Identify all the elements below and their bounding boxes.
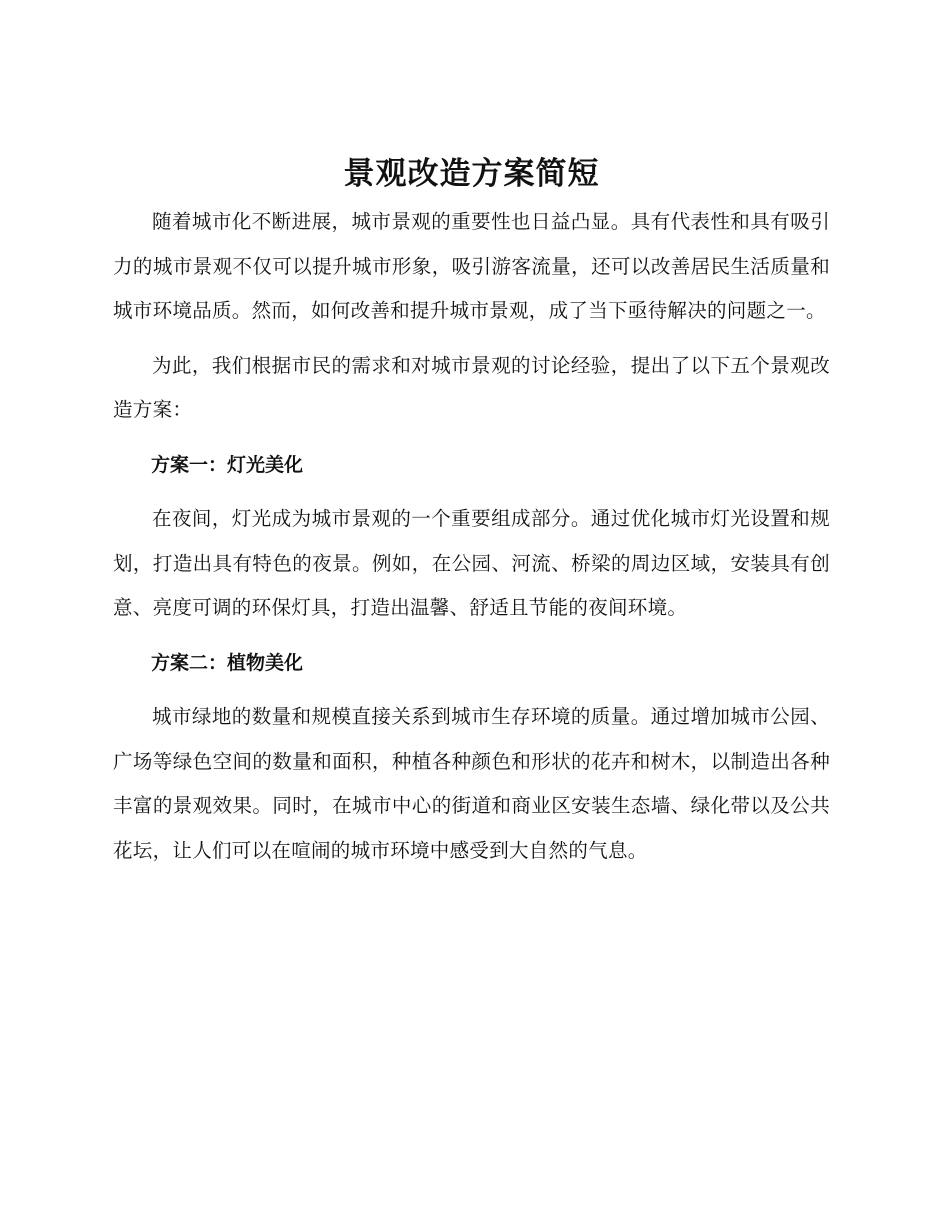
plan-2-heading: 方案二：植物美化 [151, 651, 304, 674]
spacer [113, 685, 830, 695]
spacer [113, 631, 830, 641]
spacer [113, 487, 830, 497]
spacer [113, 433, 830, 443]
spacer [113, 334, 830, 344]
plan-1-body: 在夜间，灯光成为城市景观的一个重要组成部分。通过优化城市灯光设置和规划，打造出具有特色的夜景。例如，在公园、河流、桥梁的周边区域，安装具有创意、亮度可调的环保灯具，打造出温馨、舒适且节能的夜间环境。 [113, 507, 830, 619]
plan-2-body: 城市绿地的数量和规模直接关系到城市生存环境的质量。通过增加城市公园、广场等绿色空间的数量和面积，种植各种颜色和形状的花卉和树木，以制造出各种丰富的景观效果。同时，在城市中心的街道和商业区安装生态墙、绿化带以及公共花坛，让人们可以在喧闹的城市环境中感受到大自然的气息。 [113, 705, 830, 862]
document-page [113, 148, 830, 873]
page-title: 景观改造方案简短 [343, 156, 600, 192]
intro-paragraph-1: 随着城市化不断进展，城市景观的重要性也日益凸显。具有代表性和具有吸引力的城市景观不仅可以提升城市形象，吸引游客流量，还可以改善居民生活质量和城市环境品质。然而，如何改善和提升城市景观，成了当下亟待解决的问题之一。 [113, 210, 830, 322]
intro-paragraph-2: 为此，我们根据市民的需求和对城市景观的讨论经验，提出了以下五个景观改造方案： [113, 353, 830, 421]
plan-1-heading: 方案一：灯光美化 [151, 453, 304, 476]
